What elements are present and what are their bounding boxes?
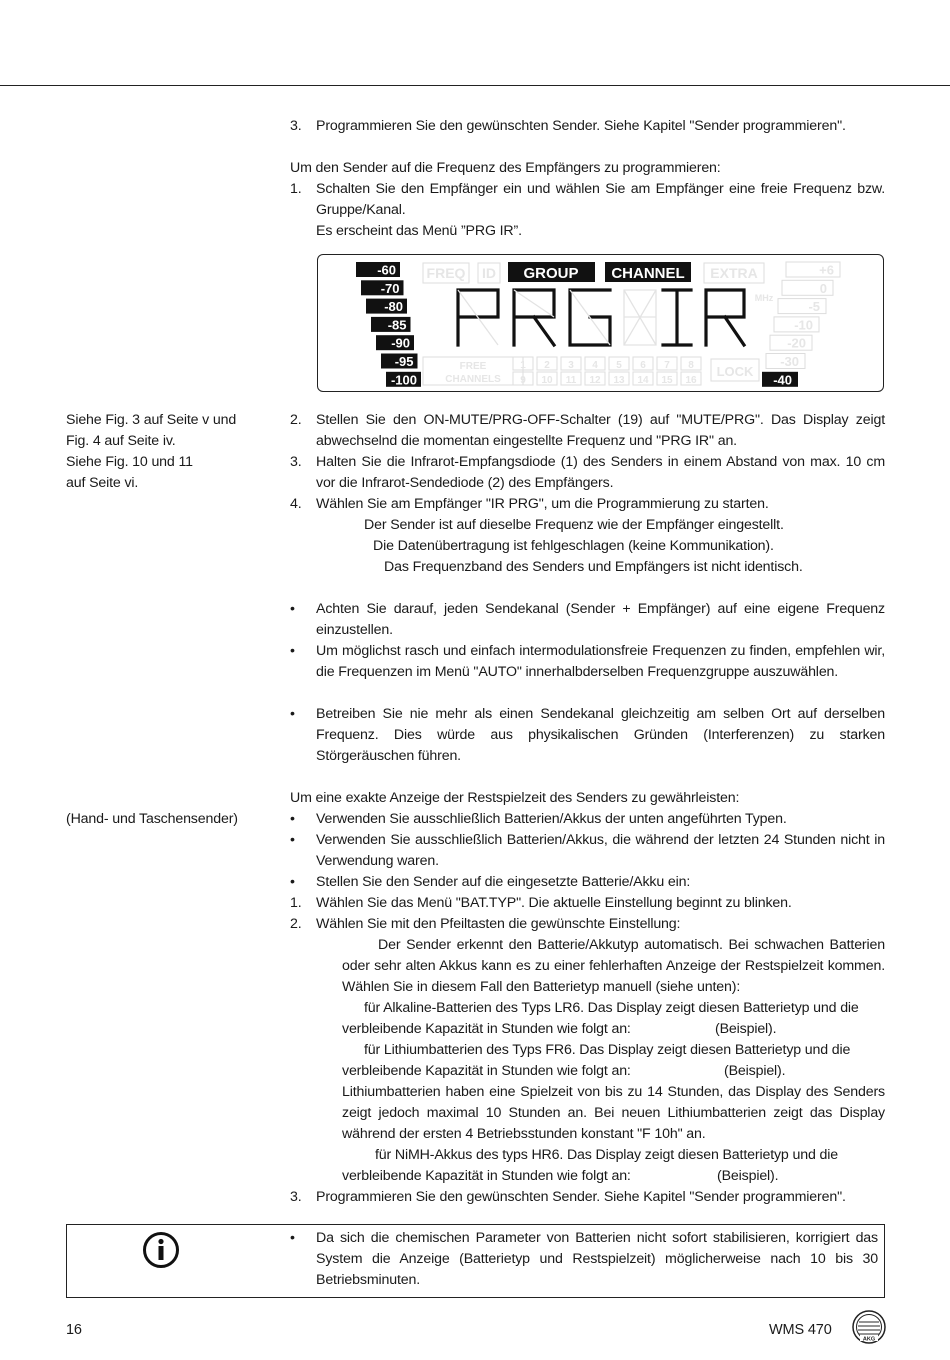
page-number: 16 (66, 1322, 82, 1338)
battery-alkaline-example: (Beispiel). (715, 1021, 777, 1037)
battery-nimh-1: für NiMH-Akkus des typs HR6. Das Display zeigt diesen Batterietyp und die (375, 1147, 838, 1163)
battery-nimh-2: verbleibende Kapazität in Stunden wie folgt an: (342, 1168, 631, 1184)
channel-label: 7 (664, 360, 670, 371)
step-3: 3. Halten Sie die Infrarot-Empfangsdiode (1) des Senders in einem Abstand von max. 10 cm vor die Infrarot-Sendediode (2) des Empfängers. (290, 454, 885, 491)
bullet-battery-unused: • Verwenden Sie ausschließlich Batterien/Akkus, die während der letzten 24 Stunden nicht in Verwendung waren. (290, 832, 885, 869)
intro-paragraph: Um den Sender auf die Frequenz des Empfängers zu programmieren: (290, 160, 721, 176)
af-level-label: -10 (794, 317, 813, 333)
battery-lithium-example: (Beispiel). (724, 1063, 786, 1079)
channel-label: 15 (661, 375, 673, 386)
battery-lithium-1: für Lithiumbatterien des Typs FR6. Das Display zeigt diesen Batterietyp und die (364, 1042, 851, 1058)
bullet-set-battery: • Stellen Sie den Sender auf die eingesetzte Batterie/Akku ein: (290, 874, 691, 890)
battery-step-2: 2. Wählen Sie mit den Pfeiltasten die gewünschte Einstellung: (290, 916, 681, 932)
rf-level-label: -80 (384, 299, 403, 315)
sidebar-ref-3: Siehe Fig. 10 und 11 (66, 454, 193, 470)
svg-text:AKG: AKG (862, 1336, 876, 1343)
af-level-label: +6 (819, 262, 834, 278)
channel-label: 5 (616, 360, 622, 371)
lcd-label-lock: LOCK (716, 364, 754, 379)
lcd-label-extra: EXTRA (710, 265, 758, 281)
product-name: WMS 470 (769, 1322, 832, 1338)
lcd-graphic (318, 255, 885, 393)
af-level-label: 0 (819, 280, 827, 296)
rf-level-label: -70 (380, 280, 400, 296)
rf-level-label: -60 (377, 262, 396, 278)
lcd-segment-text (458, 290, 744, 345)
sidebar-hand-note: (Hand- und Taschensender) (66, 811, 238, 827)
step-1-result: Es erscheint das Menü ”PRG IR”. (316, 223, 522, 239)
step-3-top: 3. Programmieren Sie den gewünschten Sender. Siehe Kapitel "Sender programmieren". (290, 118, 846, 134)
lcd-label-channel: CHANNEL (611, 265, 685, 282)
channel-label: 4 (592, 360, 598, 371)
result-failed: Die Datenübertragung ist fehlgeschlagen (keine Kommunikation). (373, 538, 774, 554)
channel-label: 10 (541, 375, 553, 386)
battery-nimh-example: (Beispiel). (717, 1168, 779, 1184)
bullet-auto-menu: • Um möglichst rasch und einfach intermodulationsfreie Frequenzen zu finden, empfehlen wir, die Frequenzen im Menü "AUTO" innerhalbderselben Frequenzgruppe auszuwählen. (290, 643, 885, 680)
rf-level-label: -95 (394, 354, 414, 369)
channel-label: 9 (520, 375, 526, 386)
step-1: 1. Schalten Sie den Empfänger ein und wählen Sie am Empfänger eine freie Frequenz bzw. Gruppe/Kanal. (290, 181, 885, 218)
header-rule (0, 85, 950, 86)
battery-intro: Um eine exakte Anzeige der Restspielzeit des Senders zu gewährleisten: (290, 790, 740, 806)
battery-alkaline-1: für Alkaline-Batterien des Typs LR6. Das Display zeigt diesen Batterietyp und die (364, 1000, 859, 1016)
step-4: 4. Wählen Sie am Empfänger "IR PRG", um die Programmierung zu starten. (290, 496, 769, 512)
step-2: 2. Stellen Sie den ON-MUTE/PRG-OFF-Schalter (19) auf "MUTE/PRG". Das Display zeigt abwechselnd die momentan eingestellte Frequenz und "PRG IR" an. (290, 412, 885, 449)
bullet-battery-types: • Verwenden Sie ausschließlich Batterien/Akkus der unten angeführten Typen. (290, 811, 787, 827)
result-success: Der Sender ist auf dieselbe Frequenz wie der Empfänger eingestellt. (364, 517, 784, 533)
battery-lithium-2: verbleibende Kapazität in Stunden wie folgt an: (342, 1063, 631, 1079)
channel-label: 1 (520, 360, 526, 371)
info-icon (142, 1231, 180, 1269)
lcd-label-mhz: MHz (754, 293, 774, 303)
battery-alkaline-2: verbleibende Kapazität in Stunden wie folgt an: (342, 1021, 631, 1037)
battery-step-3: 3. Programmieren Sie den gewünschten Sender. Siehe Kapitel "Sender programmieren". (290, 1189, 846, 1205)
rf-level-label: -85 (387, 317, 407, 333)
result-band-mismatch: Das Frequenzband des Senders und Empfängers ist nicht identisch. (384, 559, 803, 575)
akg-logo (852, 1310, 886, 1344)
sidebar-ref-4: auf Seite vi. (66, 475, 139, 491)
lcd-label-id: ID (482, 265, 496, 281)
rf-level-label: -100 (390, 372, 417, 388)
battery-step-1: 1. Wählen Sie das Menü "BAT.TYP". Die aktuelle Einstellung beginnt zu blinken. (290, 895, 792, 911)
af-level-label: -5 (808, 299, 820, 315)
battery-auto: Der Sender erkennt den Batterie/Akkutyp automatisch. Bei schwachen Batterien oder sehr alten Akkus kann es zu einer fehlerhaften Anzeige der Restspielzeit kommen. Wählen Sie in diesem Fall den Batterietyp manuell (siehe unten): (342, 937, 885, 995)
af-level-label: -40 (773, 372, 792, 388)
channel-label: 14 (637, 375, 649, 386)
channel-label: 12 (589, 375, 601, 386)
lcd-label-freq: FREQ (426, 265, 466, 281)
lcd-label-channels: CHANNELS (445, 374, 501, 385)
lcd-label-group: GROUP (523, 265, 579, 282)
sidebar-ref-1: Siehe Fig. 3 auf Seite v und (66, 412, 237, 428)
note-text: • Da sich die chemischen Parameter von Batterien nicht sofort stabilisieren, korrigiert das System die Anzeige (Batterietyp und Restspielzeit) möglicherweise nach 10 bis 30 Betriebsminuten. (290, 1230, 878, 1288)
bullet-one-channel: • Betreiben Sie nie mehr als einen Sendekanal gleichzeitig am selben Ort auf derselben Frequenz. Dies würde aus physikalischen Gründen (Interferenzen) zu starken Störgeräuschen führen. (290, 706, 885, 764)
channel-label: 2 (544, 360, 550, 371)
af-level-label: -30 (780, 354, 799, 369)
channel-label: 3 (568, 360, 574, 371)
lcd-display (317, 254, 884, 392)
channel-label: 11 (565, 375, 577, 386)
af-level-label: -20 (787, 335, 806, 351)
rf-level-label: -90 (391, 335, 410, 351)
sidebar-ref-2: Fig. 4 auf Seite iv. (66, 433, 176, 449)
channel-label: 16 (685, 375, 697, 386)
channel-label: 6 (640, 360, 646, 371)
lcd-label-free: FREE (459, 361, 487, 372)
bullet-own-frequency: • Achten Sie darauf, jeden Sendekanal (Sender + Empfänger) auf eine eigene Frequenz einzustellen. (290, 601, 885, 638)
battery-lithium-note: Lithiumbatterien haben eine Spielzeit von bis zu 14 Stunden, das Display des Senders zeigt jedoch maximal 10 Stunden an. Bei neuen Lithiumbatterien zeigt das Display während der ersten 4 Betriebsstunden konstant "F 10h" an. (342, 1084, 885, 1142)
channel-label: 13 (613, 375, 625, 386)
channel-label: 8 (688, 360, 694, 371)
